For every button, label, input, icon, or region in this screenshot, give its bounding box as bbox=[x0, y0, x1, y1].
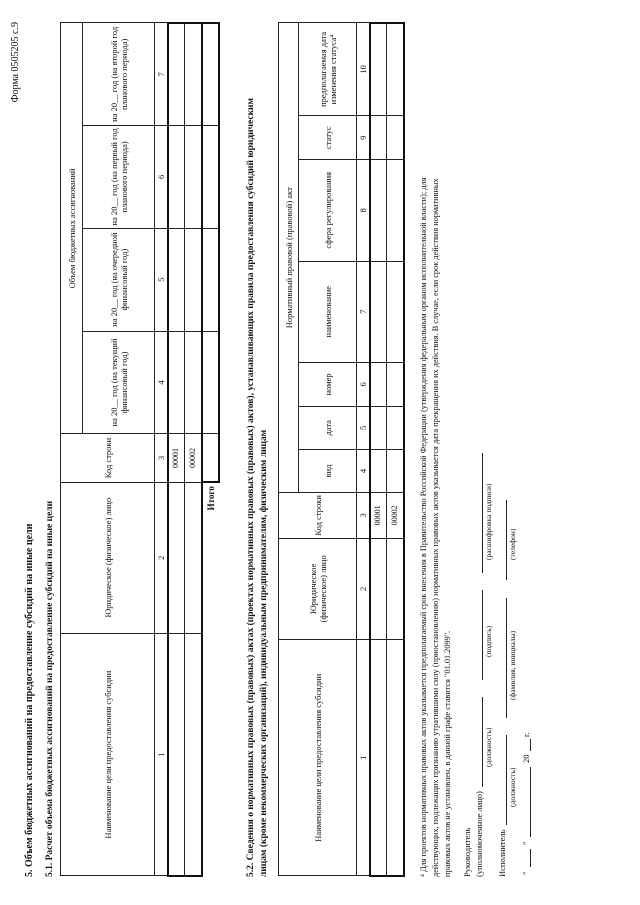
footnote-line3: правовых актов не установлен, в данной графе ставится "01.01.2099". bbox=[443, 630, 452, 877]
t1-head-entity: Юридическое (физическое) лицо bbox=[61, 482, 155, 633]
t1-head-purpose: Наименование цели предоставления субсидии bbox=[61, 633, 155, 876]
t1-cell[interactable] bbox=[185, 633, 202, 876]
head-position-caption: (должность) bbox=[484, 727, 493, 767]
normative-acts-table bbox=[278, 22, 405, 877]
t1-colnum: 4 bbox=[155, 331, 168, 434]
t2-colnum: 3 bbox=[357, 492, 370, 538]
t2-head-entity: Юридическое (физическое) лицо bbox=[279, 538, 357, 639]
t1-cell[interactable] bbox=[168, 331, 185, 434]
t2-cell[interactable] bbox=[387, 406, 404, 449]
t1-head-year3: на 20__ год (на первый год планового периода) bbox=[83, 126, 155, 229]
t2-colnum: 10 bbox=[357, 23, 370, 116]
t2-cell[interactable] bbox=[370, 640, 387, 876]
t2-head-name: наименование bbox=[299, 261, 357, 362]
budget-volume-table bbox=[60, 22, 220, 877]
t1-cell[interactable] bbox=[185, 482, 202, 633]
t1-head-code: Код строки bbox=[61, 434, 155, 482]
t1-cell[interactable] bbox=[168, 126, 185, 229]
executor-position-line bbox=[506, 735, 507, 825]
t2-cell[interactable] bbox=[387, 363, 404, 407]
t1-total-cell[interactable] bbox=[202, 331, 219, 434]
executor-phone-line bbox=[506, 500, 507, 580]
t2-cell[interactable] bbox=[387, 159, 404, 261]
footnote-line2: действующих, подлежащих признанию утратившими силу (приостановлению) нормативных правовых актов указывается дата прекращения их действия. В случае, если срок действия нормативных bbox=[431, 178, 440, 877]
t1-head-year2: на 20__ год (на очередной финансовый год) bbox=[83, 228, 155, 331]
t2-colnum: 4 bbox=[357, 449, 370, 492]
head-position-line bbox=[482, 697, 483, 787]
date-quote-close: " bbox=[521, 841, 531, 845]
t1-cell[interactable] bbox=[168, 23, 185, 126]
footnote-line1: ⁴ Для проектов нормативных правовых актов указывается предполагаемый срок внесения в Правительство Российской Федерации (утверждения федеральным органом исполнительной власти); для bbox=[419, 177, 428, 877]
t1-head-year4: на 20__ год (на второй год планового периода) bbox=[83, 23, 155, 126]
t2-head-purpose: Наименование цели предоставления субсидии bbox=[279, 640, 357, 876]
t2-cell[interactable] bbox=[370, 159, 387, 261]
t2-cell[interactable] bbox=[370, 406, 387, 449]
t1-cell[interactable] bbox=[185, 23, 202, 126]
t1-head-volume: Объем бюджетных ассигнований bbox=[61, 23, 83, 434]
t1-head-year1: на 20__ год (на текущий финансовый год) bbox=[83, 331, 155, 434]
t1-cell[interactable] bbox=[185, 126, 202, 229]
t2-cell[interactable] bbox=[370, 538, 387, 639]
t1-row-code: 00001 bbox=[168, 434, 185, 482]
t1-colnum: 2 bbox=[155, 482, 168, 633]
date-year-prefix: 20 bbox=[521, 754, 531, 763]
t1-colnum: 6 bbox=[155, 126, 168, 229]
t1-colnum: 3 bbox=[155, 434, 168, 482]
executor-phone-caption: (телефон) bbox=[508, 528, 517, 560]
table-row bbox=[370, 23, 387, 876]
t1-total-cell[interactable] bbox=[202, 228, 219, 331]
t2-head-status: статус bbox=[299, 116, 357, 160]
executor-name-line bbox=[506, 598, 507, 718]
date-year-line bbox=[530, 739, 531, 751]
t2-cell[interactable] bbox=[370, 449, 387, 492]
t2-head-status-date: предполагаемая дата изменения статуса⁴ bbox=[299, 23, 357, 116]
table-row bbox=[185, 23, 202, 876]
t2-cell[interactable] bbox=[387, 116, 404, 160]
head-sub-label: (уполномоченное лицо) bbox=[474, 791, 484, 877]
t2-colnum: 7 bbox=[357, 261, 370, 362]
date-month-line bbox=[530, 767, 531, 837]
t2-colnum: 2 bbox=[357, 538, 370, 639]
executor-name-caption: (фамилия, инициалы) bbox=[508, 630, 517, 700]
executor-position-caption: (должность) bbox=[508, 767, 517, 807]
date-day-line bbox=[530, 849, 531, 867]
t1-cell[interactable] bbox=[185, 228, 202, 331]
t2-head-date: дата bbox=[299, 406, 357, 449]
head-decoding-line bbox=[482, 453, 483, 573]
t2-cell[interactable] bbox=[370, 116, 387, 160]
t2-cell[interactable] bbox=[387, 640, 404, 876]
t1-total-cell[interactable] bbox=[202, 126, 219, 229]
t2-row-code: 00002 bbox=[387, 492, 404, 538]
t2-colnum: 1 bbox=[357, 640, 370, 876]
t2-colnum: 9 bbox=[357, 116, 370, 160]
t2-colnum: 8 bbox=[357, 159, 370, 261]
t2-cell[interactable] bbox=[387, 261, 404, 362]
section52-title-line1: 5.2. Сведения о нормативных правовых (правовых) актах (проектах нормативных правовых (правовых) актов), устанавливающих правила предоставления субсидий юридическим bbox=[246, 98, 256, 877]
t1-cell[interactable] bbox=[168, 228, 185, 331]
t2-cell[interactable] bbox=[370, 363, 387, 407]
date-year-suffix: г. bbox=[521, 732, 531, 737]
head-label: Руководитель bbox=[462, 827, 472, 877]
section51-title: 5.1. Расчет объема бюджетных ассигнований на предоставление субсидий на иные цели bbox=[45, 500, 55, 877]
t1-colnum: 5 bbox=[155, 228, 168, 331]
t2-colnum: 5 bbox=[357, 406, 370, 449]
t2-head-act: Нормативный правовой (правовой) акт bbox=[279, 23, 299, 492]
t2-cell[interactable] bbox=[387, 449, 404, 492]
t2-cell[interactable] bbox=[370, 261, 387, 362]
head-decoding-caption: (расшифровка подписи) bbox=[484, 483, 493, 560]
head-signature-caption: (подпись) bbox=[484, 625, 493, 657]
form-code: Форма 0505205 с.9 bbox=[10, 22, 21, 103]
t1-total-label: Итого bbox=[205, 486, 216, 511]
t2-row-code: 00001 bbox=[370, 492, 387, 538]
t2-head-number: номер bbox=[299, 363, 357, 407]
section52-title-line2: лицам (кроме некоммерческих организаций), индивидуальным предпринимателям, физическим лицам bbox=[259, 429, 269, 877]
t1-cell[interactable] bbox=[168, 633, 185, 876]
t2-cell[interactable] bbox=[387, 538, 404, 639]
t1-total-cell[interactable] bbox=[202, 434, 219, 482]
table-row bbox=[168, 23, 185, 876]
t1-colnum: 7 bbox=[155, 23, 168, 126]
t1-cell[interactable] bbox=[185, 331, 202, 434]
t2-cell[interactable] bbox=[370, 23, 387, 116]
table-row bbox=[387, 23, 404, 876]
executor-label: Исполнитель bbox=[497, 829, 507, 877]
t1-colnum: 1 bbox=[155, 633, 168, 876]
t2-cell[interactable] bbox=[387, 23, 404, 116]
date-quote-open: " bbox=[521, 871, 531, 875]
head-signature-line bbox=[482, 590, 483, 680]
t1-cell[interactable] bbox=[168, 482, 185, 633]
t1-total-cell[interactable] bbox=[202, 23, 219, 126]
t1-row-code: 00002 bbox=[185, 434, 202, 482]
section5-title: 5. Объем бюджетных ассигнований на предоставление субсидий на иные цели bbox=[24, 523, 35, 877]
t2-head-code: Код строки bbox=[279, 492, 357, 538]
t2-colnum: 6 bbox=[357, 363, 370, 407]
t2-head-kind: вид bbox=[299, 449, 357, 492]
total-row bbox=[202, 23, 219, 876]
t2-head-sphere: сфера регулирования bbox=[299, 159, 357, 261]
